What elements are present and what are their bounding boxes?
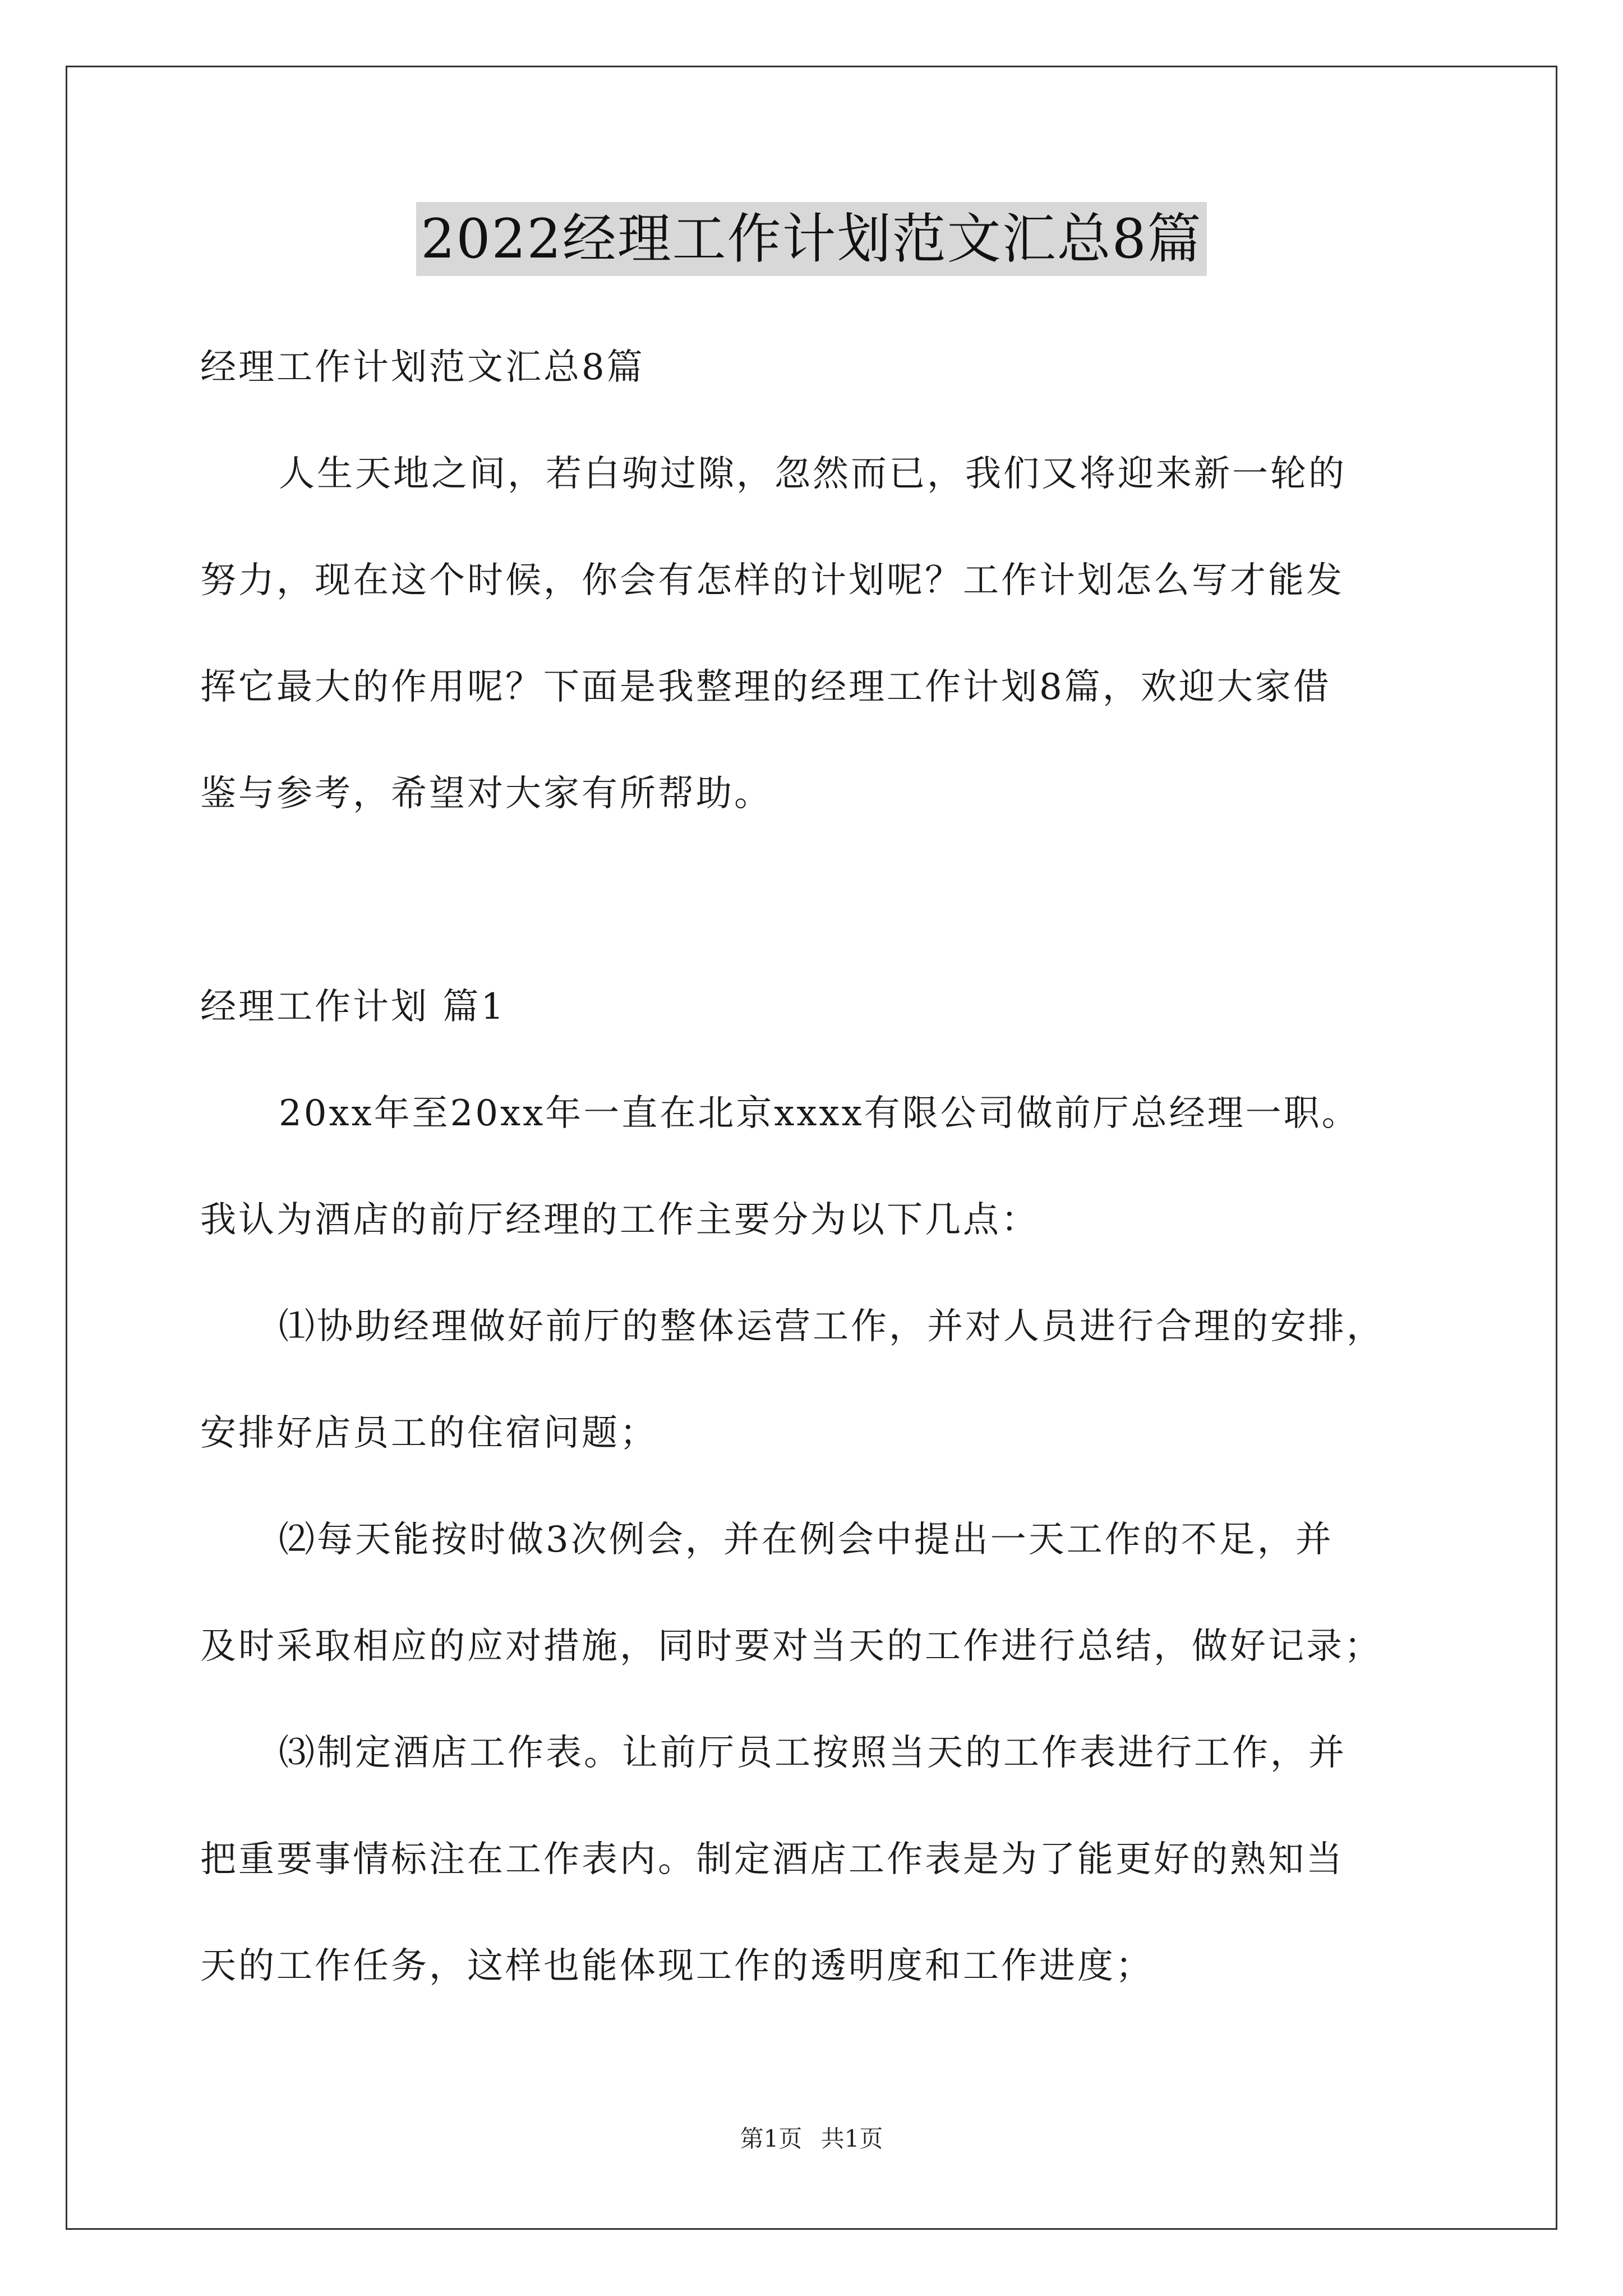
paragraph-line: ⑶制定酒店工作表。让前厅员工按照当天的工作表进行工作，并 xyxy=(279,1732,1347,1774)
subtitle: 经理工作计划范文汇总8篇 xyxy=(200,347,645,388)
paragraph-line: 及时采取相应的应对措施，同时要对当天的工作进行总结，做好记录； xyxy=(200,1626,1382,1667)
paragraph-line: 人生天地之间，若白驹过隙，忽然而已，我们又将迎来新一轮的 xyxy=(279,453,1347,495)
paragraph-line: 鉴与参考，希望对大家有所帮助。 xyxy=(200,773,772,815)
page-total: 共1页 xyxy=(820,2125,883,2152)
document-body xyxy=(200,314,1434,2019)
paragraph-line: 天的工作任务，这样也能体现工作的透明度和工作进度； xyxy=(200,1945,1154,1987)
paragraph-line: 挥它最大的作用呢？下面是我整理的经理工作计划8篇，欢迎大家借 xyxy=(200,666,1331,708)
page-footer xyxy=(0,2120,1623,2154)
paragraph-line: 我认为酒店的前厅经理的工作主要分为以下几点： xyxy=(200,1199,1039,1241)
section-heading: 经理工作计划 篇1 xyxy=(200,986,506,1028)
paragraph-line: 把重要事情标注在工作表内。制定酒店工作表是为了能更好的熟知当 xyxy=(200,1839,1344,1880)
paragraph-line: 努力，现在这个时候，你会有怎样的计划呢？工作计划怎么写才能发 xyxy=(200,560,1344,601)
paragraph-line: 安排好店员工的住宿问题； xyxy=(200,1412,658,1454)
title-container xyxy=(0,202,1623,276)
page-number: 第1页 xyxy=(740,2125,803,2152)
paragraph-line: ⑵每天能按时做3次例会，并在例会中提出一天工作的不足，并 xyxy=(279,1519,1334,1561)
spacer xyxy=(200,847,1434,954)
document-title: 2022经理工作计划范文汇总8篇 xyxy=(416,202,1206,276)
paragraph-line: 20xx年至20xx年一直在北京xxxx有限公司做前厅总经理一职。 xyxy=(279,1093,1360,1134)
paragraph-line: ⑴协助经理做好前厅的整体运营工作，并对人员进行合理的安排， xyxy=(279,1306,1385,1347)
